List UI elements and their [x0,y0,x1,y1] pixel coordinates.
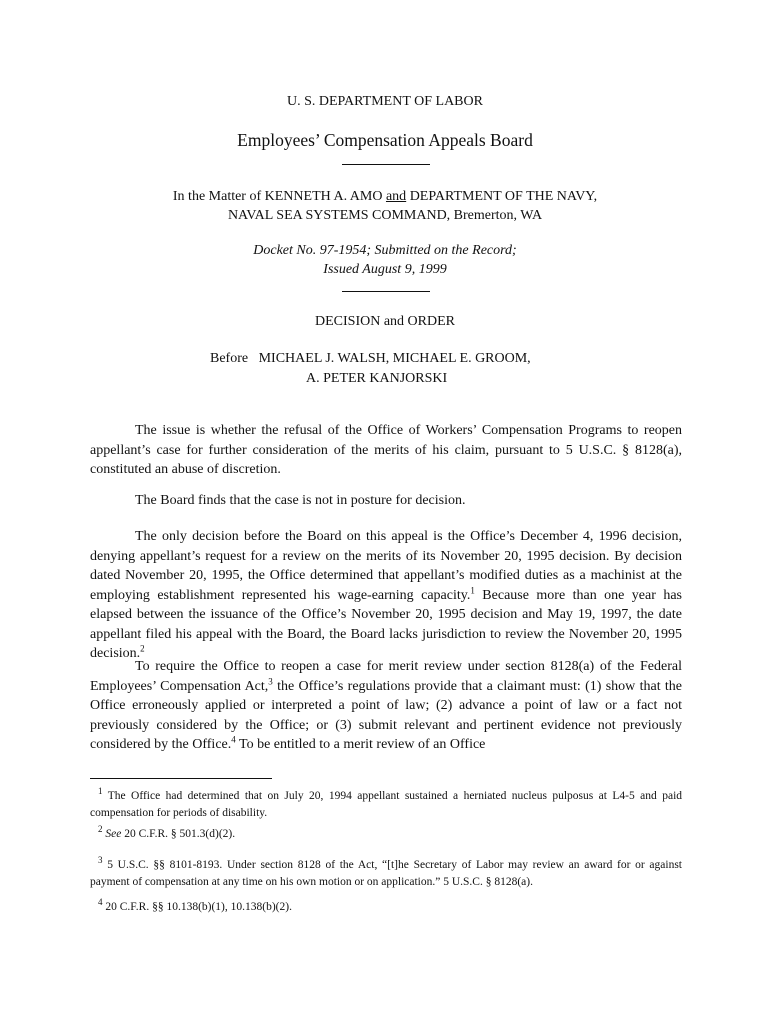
panel-line-2: A. PETER KANJORSKI [306,371,448,386]
footnote-2: $^2$ See 20 C.F.R. § 501.3(d)(2). [98,824,236,840]
paragraph-merit-review: To require the Office to reopen a case for merit review under section 8128(a) of the Federal Employees’ Compensation Act,$^3$ the Office’s regulations provide that a claimant must: (1) show that the Office erroneously applied or interpreted a point of law; (2) advance a point of law or a fact not previously considered by the Office; or (3) submit relevant and pertinent evidence not previously considered by the Office.$^4$ To be entitled to a merit review of an Office [90,659,683,752]
footnote-ref-2: 2 [140,643,145,654]
panel-line-1: MICHAEL J. WALSH, MICHAEL E. GROOM, [258,351,531,366]
footnote-ref-4: 4 [231,734,236,745]
case-caption-line-1: In the Matter of KENNETH A. AMO and DEPARTMENT OF THE NAVY, [172,189,598,204]
footnote-divider [90,778,272,779]
paragraph-finding: The Board finds that the case is not in posture for decision. [135,493,466,508]
docket-line-2: Issued August 9, 1999 [323,262,447,277]
footnote-3: $^3$ 5 U.S.C. §§ 8101-8193. Under section 8128 of the Act, “[t]he Secretary of Labor may review an award for or against payment of compensation at any time on his own motion or on application.” 5 U.S.C. § 8128(a). [90,855,683,888]
paragraph-decision-history: The only decision before the Board on this appeal is the Office’s December 4, 1996 decision, denying appellant’s request for a review on the merits of its November 20, 1995 decision. By decision dated November 20, 1995, the Office determined that appellant’s modified duties as a machinist at the employing establishment represented his wage-earning capacity.$^1$ Because more than one year has elapsed between the issuance of the Office’s November 20, 1995 decision and May 19, 1997, the date appellant filed his appeal with the Board, the Board lacks jurisdiction to review the November 20, 1995 decision.$^2$ [90,529,682,661]
case-caption [0,187,770,225]
paragraph-issue: The issue is whether the refusal of the Office of Workers’ Compensation Programs to reopen appellant’s case for further consideration of the merits of his claim, pursuant to 5 U.S.C. § 8128(a), constituted an abuse of discretion. [90,423,682,477]
case-caption-line-2: NAVAL SEA SYSTEMS COMMAND, Bremerton, WA [227,208,543,223]
footnote-ref-1: 1 [470,584,475,595]
docket-divider [342,291,430,292]
before-label: Before [210,351,249,366]
decision-title: DECISION and ORDER [315,314,455,329]
docket-info [0,241,770,279]
department-heading: U. S. DEPARTMENT OF LABOR [287,94,483,109]
footnote-ref-3: 3 [268,675,273,686]
footnote-4: $^4$ 20 C.F.R. §§ 10.138(b)(1), 10.138(b)(2). [98,897,292,913]
board-heading: Employees’ Compensation Appeals Board [237,130,533,150]
docket-line-1: Docket No. 97-1954; Submitted on the Record; [253,243,517,258]
panel-members [210,349,630,389]
heading-divider [342,164,430,165]
footnote-1: $^1$ The Office had determined that on July 20, 1994 appellant sustained a herniated nucleus pulposus at L4-5 and paid compensation for periods of disability. [90,786,683,819]
